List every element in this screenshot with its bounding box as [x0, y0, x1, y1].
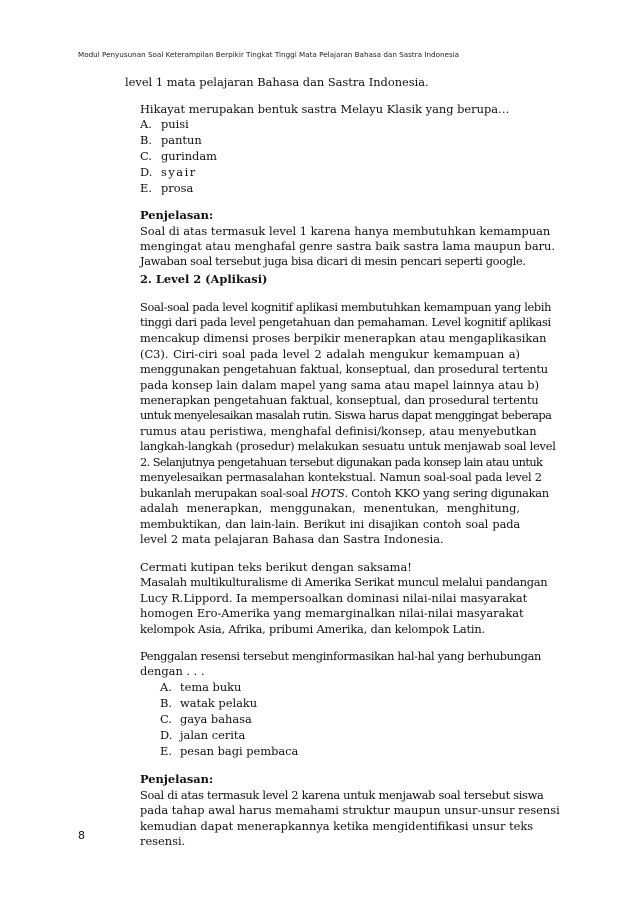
quote-line: Masalah multikulturalisme di Amerika Serikat muncul melalui pandangan — [140, 575, 548, 589]
option-letter: B. — [160, 696, 172, 710]
option-text: jalan cerita — [180, 728, 246, 742]
option-text: prosa — [161, 181, 194, 195]
body-line: mencakup dimensi proses berpikir menerapkan atau mengaplikasikan — [140, 331, 547, 345]
section-2-heading: 2. Level 2 (Aplikasi) — [140, 272, 268, 286]
option-letter: C. — [160, 712, 172, 726]
option-text: watak pelaku — [180, 696, 258, 710]
quote-line: Lucy R.Lippord. Ia mempersoalkan dominasi nilai-nilai masyarakat — [140, 591, 528, 605]
question-1-stem: Hikayat merupakan bentuk sastra Melayu Klasik yang berupa… — [140, 102, 510, 116]
body-line: langkah-langkah (prosedur) melakukan sesuatu untuk menjawab soal level — [140, 439, 556, 453]
explanation-1-line: Soal di atas termasuk level 1 karena hanya membutuhkan kemampuan — [140, 224, 551, 238]
option-text: gaya bahasa — [180, 712, 252, 726]
intro-line: level 1 mata pelajaran Bahasa dan Sastra Indonesia. — [125, 75, 429, 89]
explanation-2-line: kemudian dapat menerapkannya ketika mengidentifikasi unsur teks — [140, 819, 534, 833]
body-line: level 2 mata pelajaran Bahasa dan Sastra Indonesia. — [140, 532, 444, 546]
option-letter: C. — [140, 149, 152, 163]
body-line: 2. Selanjutnya pengetahuan tersebut digunakan pada konsep lain atau untuk — [140, 455, 543, 469]
running-header: Modul Penyusunan Soal Keterampilan Berpikir Tingkat Tinggi Mata Pelajaran Bahasa dan Sastra Indonesia — [78, 50, 460, 59]
quote-line: homogen Ero-Amerika yang memarginalkan nilai-nilai masyarakat — [140, 606, 524, 620]
quote-line: kelompok Asia, Afrika, pribumi Amerika, dan kelompok Latin. — [140, 622, 485, 636]
page-number: 8 — [78, 829, 85, 842]
body-line: bukanlah merupakan soal-soal HOTS. Contoh KKO yang sering digunakan — [140, 486, 549, 500]
option-text: gurindam — [161, 149, 217, 163]
explanation-1-heading: Penjelasan: — [140, 208, 214, 222]
body-line: tinggi dari pada level pengetahuan dan pemahaman. Level kognitif aplikasi — [140, 315, 551, 329]
body-line: pada konsep lain dalam mapel yang sama atau mapel lainnya atau b) — [140, 378, 540, 392]
option-letter: A. — [160, 680, 172, 694]
option-text: pesan bagi pembaca — [180, 744, 299, 758]
explanation-2-heading: Penjelasan: — [140, 772, 214, 786]
body-line: menerapkan pengetahuan faktual, konseptual, dan prosedural tertentu — [140, 393, 539, 407]
option-letter: D. — [160, 728, 173, 742]
body-line: Soal-soal pada level kognitif aplikasi membutuhkan kemampuan yang lebih — [140, 300, 552, 314]
body-line: adalah menerapkan, menggunakan, menentukan, menghitung, — [140, 501, 520, 515]
quote-line: Cermati kutipan teks berikut dengan saksama! — [140, 560, 412, 574]
question-2-stem: Penggalan resensi tersebut menginformasikan hal-hal yang berhubungan — [140, 649, 542, 663]
question-2-stem: dengan . . . — [140, 664, 205, 678]
option-letter: B. — [140, 133, 152, 147]
option-text: tema buku — [180, 680, 242, 694]
body-line: membuktikan, dan lain-lain. Berikut ini disajikan contoh soal pada — [140, 517, 520, 531]
option-letter: E. — [160, 744, 172, 758]
option-text: puisi — [161, 117, 189, 131]
body-line: rumus atau peristiwa, menghafal definisi/konsep, atau menyebutkan — [140, 424, 537, 438]
body-line: menggunakan pengetahuan faktual, konseptual, dan prosedural tertentu — [140, 362, 548, 376]
option-letter: E. — [140, 181, 152, 195]
explanation-1-line: mengingat atau menghafal genre sastra baik sastra lama maupun baru. — [140, 239, 556, 253]
explanation-2-line: Soal di atas termasuk level 2 karena untuk menjawab soal tersebut siswa — [140, 788, 544, 802]
explanation-1-line: Jawaban soal tersebut juga bisa dicari di mesin pencari seperti google. — [140, 254, 526, 268]
option-text: syair — [161, 165, 197, 179]
body-line: menyelesaikan permasalahan kontekstual. Namun soal-soal pada level 2 — [140, 470, 542, 484]
hots-term: HOTS — [311, 486, 345, 500]
explanation-2-line: resensi. — [140, 834, 186, 848]
option-letter: D. — [140, 165, 153, 179]
option-text: pantun — [161, 133, 202, 147]
option-letter: A. — [140, 117, 152, 131]
explanation-2-line: pada tahap awal harus memahami struktur maupun unsur-unsur resensi — [140, 803, 560, 817]
body-line: (C3). Ciri-ciri soal pada level 2 adalah mengukur kemampuan a) — [140, 347, 520, 361]
body-line: untuk menyelesaikan masalah rutin. Siswa harus dapat menggingat beberapa — [140, 408, 552, 422]
